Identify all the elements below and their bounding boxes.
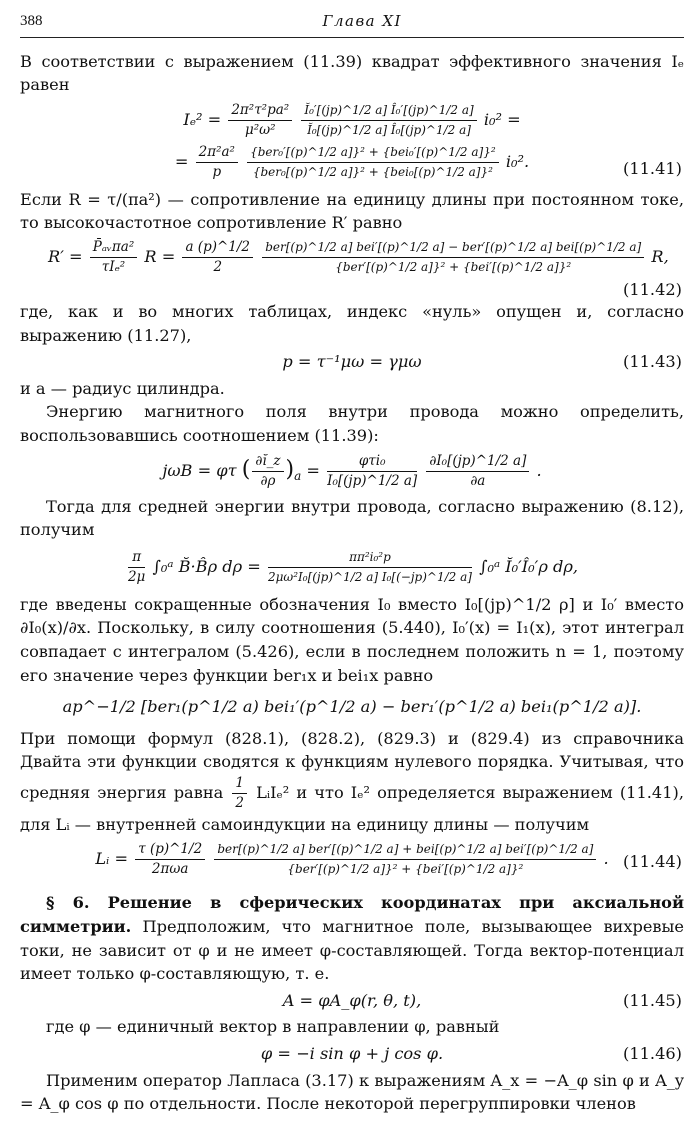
paragraph-9: где φ — единичный вектор в направлении φ, равный: [46, 1017, 500, 1037]
equation-11-43: p = τ⁻¹μω = γμω (11.43): [20, 350, 684, 374]
equation-number: (11.46): [623, 1044, 682, 1064]
equation-mean-energy: $\frac{\pi}{2\mu}$ ∫₀ᵃ B̆·B̂ρ dρ = $\frac{\text{ππ²i₀²p}}{\text{2μω²I₀[(jp)\textasciicircum{}1/2 a] I₀[(−jp)\textasciicircum{}1/2 a]}}$ ∫₀ᵃ Ĭ₀′Î₀′ρ dρ,: [127, 548, 579, 585]
paragraph-4: и a — радиус цилиндра.: [20, 378, 225, 398]
running-header: [20, 10, 684, 38]
equation-number: (11.42): [623, 279, 682, 299]
equation-bessel-integral: ap^−1/2 [ber₁(p^1/2 a) bei₁′(p^1/2 a) − ber₁′(p^1/2 a) bei₁(p^1/2 a)].: [62, 697, 642, 717]
equation-11-41a: Iₑ² = $\frac{\text{2π²τ²pa²}}{\text{μ²ω²}}$ $\frac{\text{Ĭ₀′[(jp)\textasciicircum{}1/2 a] Î₀′[(jp)\textasciicircum{}1/2 a]}}{\text{Ĭ₀[(jp)\textasciicircum{}1/2 a] Î₀[(jp)\textasciicircum{}1/2 a]}}$ i₀² =: [183, 101, 521, 138]
paragraph-3: где, как и во многих таблицах, индекс «нуль» опущен и, согласно выражению (11.27),: [20, 301, 684, 345]
chapter-title: Глава XI: [322, 12, 402, 30]
equation-11-45: A = φA_φ(r, θ, t), (11.45): [20, 989, 684, 1013]
equation-11-39-derivative: jωB = φτ ( $\frac{\partial ĭ\_z}{\partial\rho}$ )$_a$ = φτi₀ I₀[(jp)^1/2 a] $\frac{\text{∂I₀[(jp)\textasciicircum{}1/2 a]}}{\partial a}$ .: [162, 452, 542, 489]
paragraph-1: В соответствии с выражением (11.39) квадрат эффективного значения Iₑ равен: [20, 51, 684, 95]
equation-number: (11.44): [623, 852, 682, 872]
equation-11-44: Lᵢ = τ (p)^1/2 2πωa ber[(p)^1/2 a] ber′[(p)^1/2 a] + bei[(p)^1/2 a] bei′[(p)^1/2 a] {ber′[(p)^1/2 a]}² + {bei′[(p)^1/2 a]}² . (11.44): [95, 841, 682, 878]
equation-11-41b: = $\frac{\text{2π²a²}}{p}$ {ber₀′[(p)^1/2 a]}² + {bei₀′[(p)^1/2 a]}² {ber₀[(p)^1/2 a]}² + {bei₀[(p)^1/2 a]}² i₀². (11.41): [174, 143, 682, 180]
paragraph-7: где введены сокращенные обозначения I₀ вместо I₀[(jp)^1/2 ρ] и I₀′ вместо ∂I₀(x)/∂x. Поскольку, в силу соотношения (5.440), I₀′(x) = I₁(x), этот интеграл совпадает с интегралом (5.426), если в последнем положить n = 1, поэтому его значение через функции ber₁x и bei₁x равно: [20, 594, 684, 685]
paragraph-8: При помощи формул (828.1), (828.2), (829.3) и (829.4) из справочника Двайта эти функции сводятся к функциям нулевого порядка. Учитывая, что средняя энергия равна $\frac{1}{2}$ LᵢIₑ² и что Iₑ² определяется выражением (11.41), для Lᵢ — внутренней самоиндукции на единицу длины — получим: [20, 728, 684, 834]
paragraph-2: Если R = τ/(πa²) — сопротивление на единицу длины при постоянном токе, то высокочастотное сопротивление R′ равно: [20, 189, 684, 233]
paragraph-5: Энергию магнитного поля внутри провода можно определить, воспользовавшись соотношением (11.39):: [20, 402, 684, 445]
equation-11-42: R′ = P̄ₐᵥπa² τIₑ² R = $\frac{a (p)\^{}1/2}{2}$ ber[(p)^1/2 a] bei′[(p)^1/2 a] − ber′[(p)^1/2 a] bei[(p)^1/2 a] {ber′[(p)^1/2 a]}² + {bei′[(p)^1/2 a]}² R,: [48, 238, 669, 275]
page-number: 388: [20, 13, 43, 29]
equation-11-46: φ = −i sin φ + j cos φ. (11.46): [20, 1042, 684, 1066]
paragraph-10: Применим оператор Лапласа (3.17) к выражениям A_x = −A_φ sin φ и A_y = A_φ cos φ по отдельности. После некоторой перегруппировки членов: [20, 1070, 684, 1114]
equation-number: (11.43): [623, 352, 682, 372]
section-title: § 6. Решение в сферических координатах при аксиальной симметрии.: [20, 893, 684, 937]
section-6: § 6. Решение в сферических координатах при аксиальной симметрии. Предположим, что магнитное поле, вызывающее вихревые токи, не зависит от φ и не имеет φ-составляющей. Тогда вектор-потенциал имеет только φ-составляющую, т. е.: [20, 893, 684, 984]
equation-number: (11.41): [623, 158, 682, 178]
equation-number: (11.45): [623, 990, 682, 1010]
paragraph-6: Тогда для средней энергии внутри провода, согласно выражению (8.12), получим: [20, 496, 684, 540]
